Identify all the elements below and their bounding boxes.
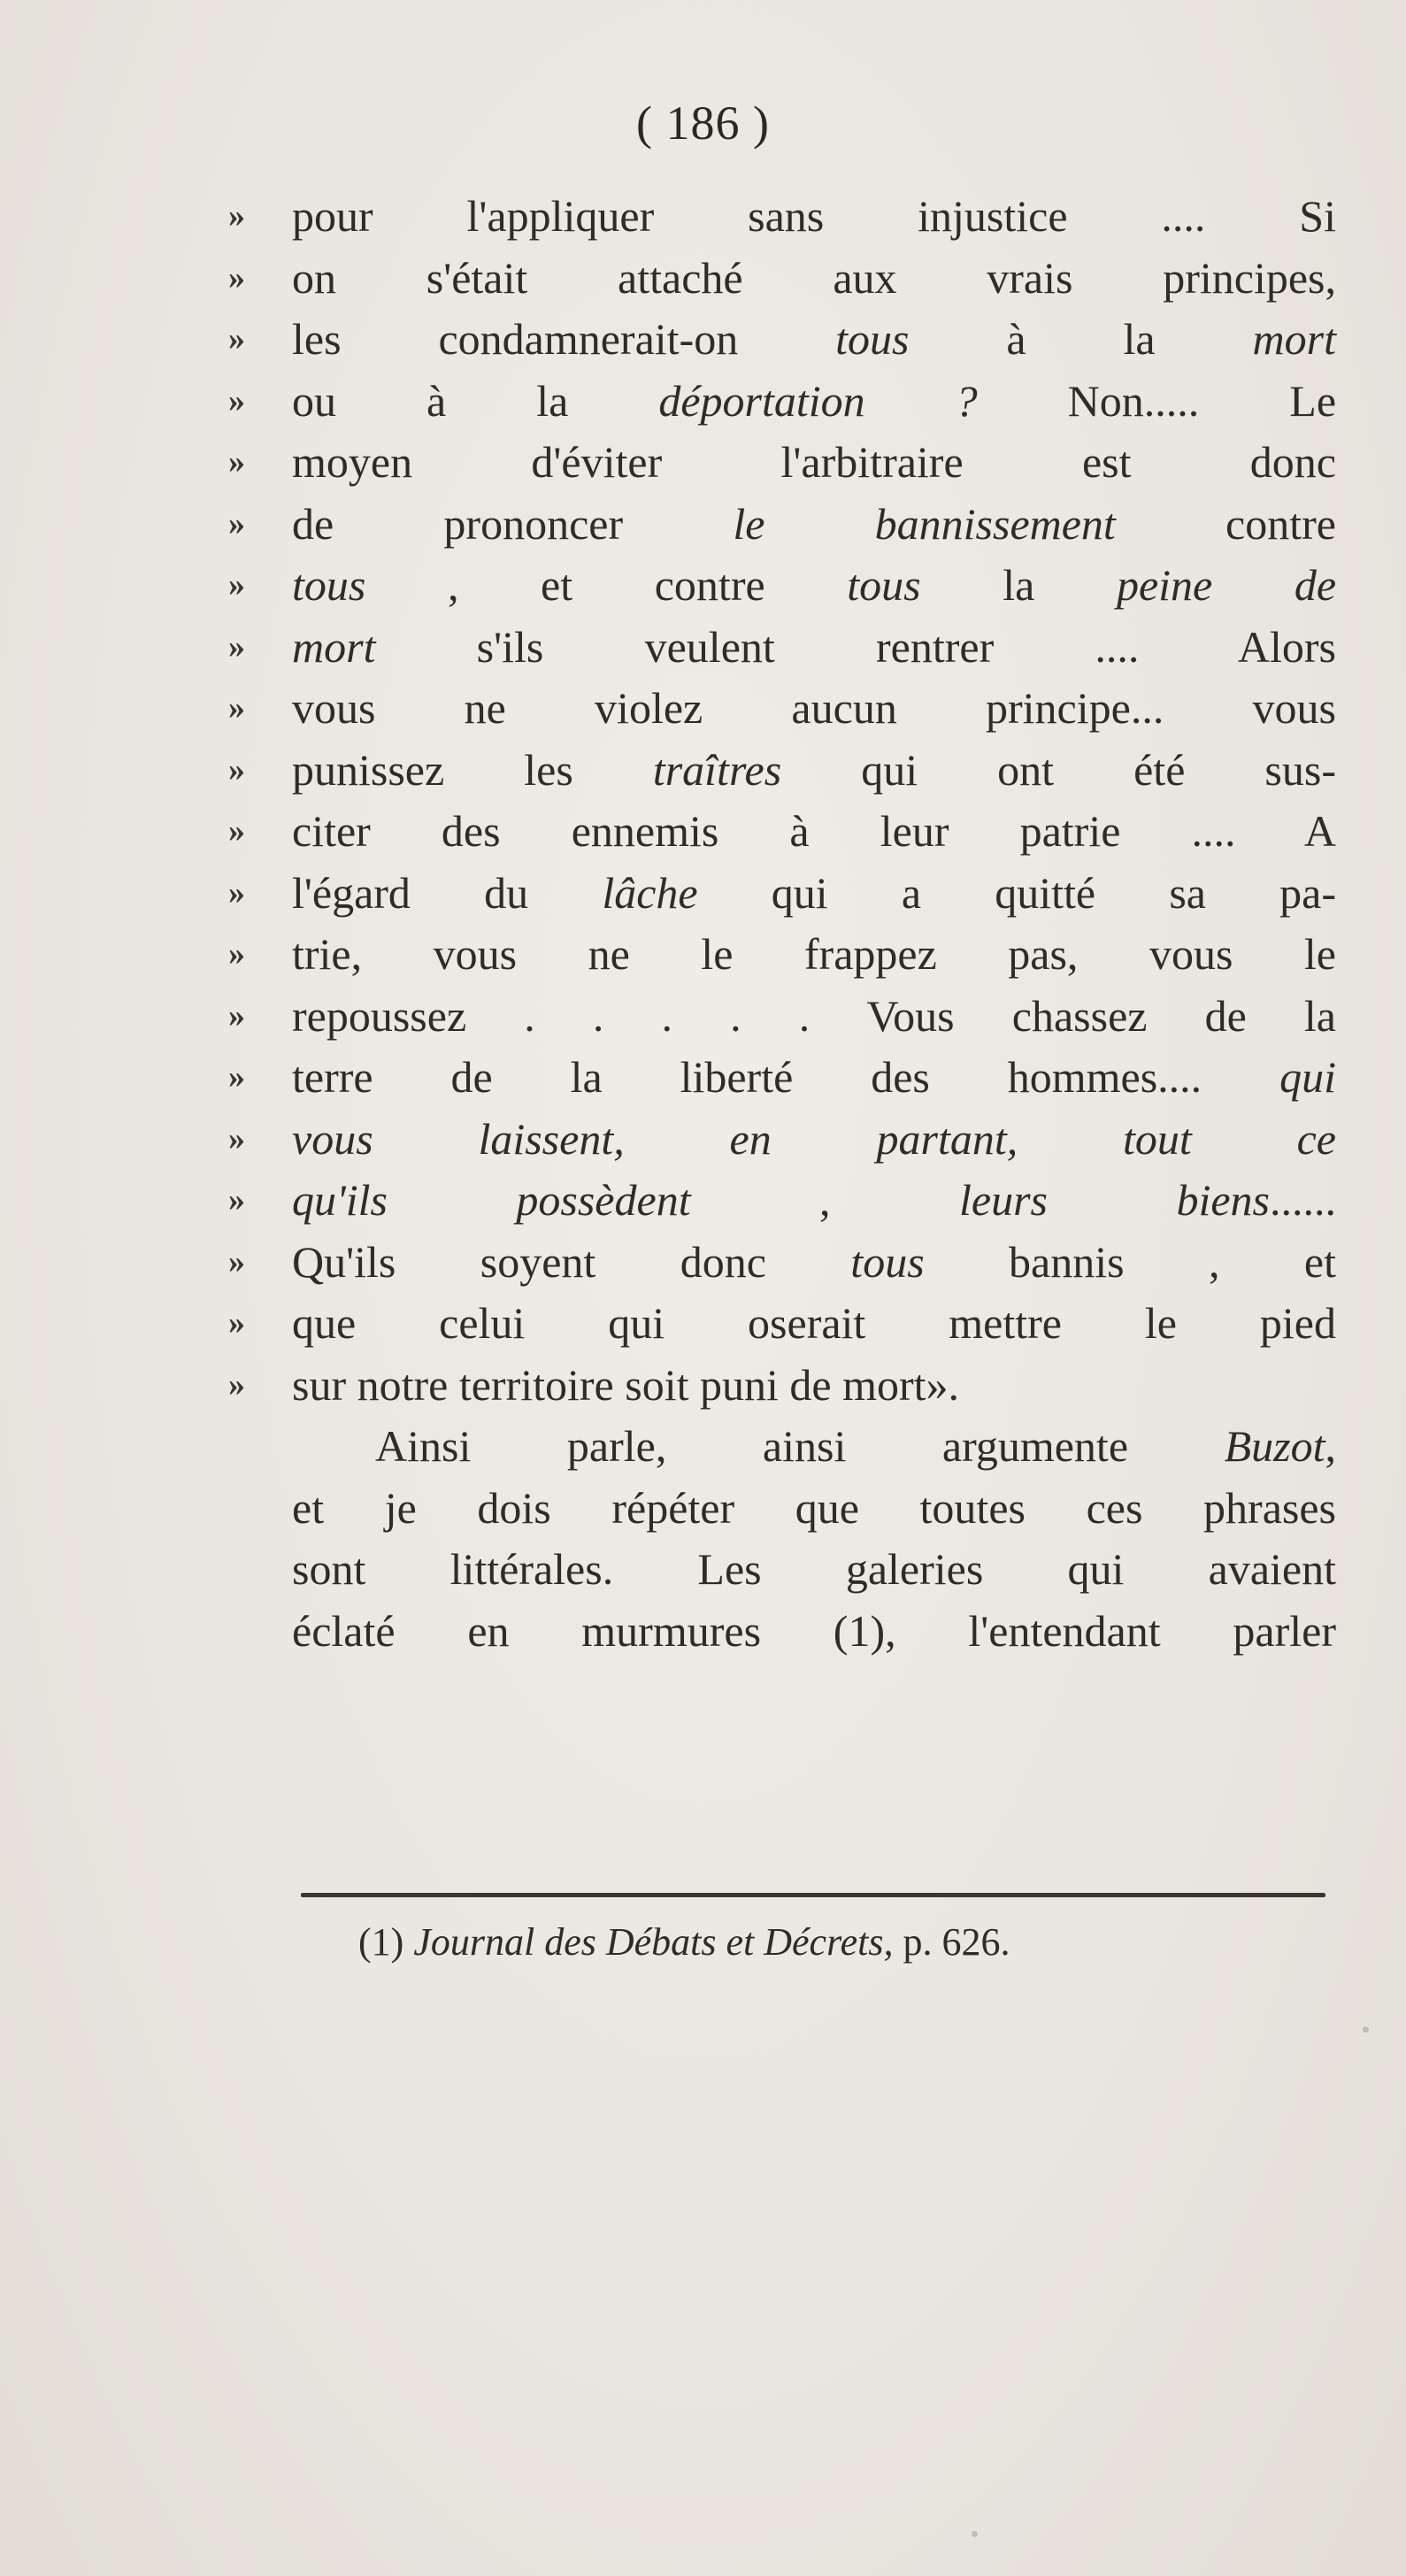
italic-text: mort	[292, 621, 376, 672]
text-run: sont littérales. Les galeries qui avaient	[292, 1544, 1336, 1594]
italic-text: tous	[835, 314, 910, 364]
italic-text: peine de	[1116, 560, 1337, 610]
quoted-line	[228, 924, 1336, 986]
quotation-mark: »	[228, 1242, 245, 1280]
italic-text: vous laissent, en partant, tout ce	[292, 1113, 1336, 1164]
footnote	[358, 1911, 1010, 1973]
quoted-line	[228, 678, 1336, 740]
text-run: , et contre	[365, 560, 848, 610]
footnote-rule	[301, 1893, 1325, 1897]
quotation-mark: »	[228, 1181, 245, 1219]
quotation-mark: »	[228, 320, 245, 358]
italic-text: traîtres	[652, 744, 782, 795]
quoted-line	[228, 1170, 1336, 1232]
text-run: qui ont été sus-	[781, 744, 1336, 795]
text-run: repoussez . . . . . Vous chassez de la	[292, 990, 1336, 1041]
quotation-mark: »	[228, 1058, 245, 1096]
text-run: l'égard du	[292, 867, 603, 918]
quoted-line	[228, 1293, 1336, 1355]
quoted-line	[228, 863, 1337, 925]
paper-speck	[972, 2531, 978, 2537]
quoted-line	[228, 801, 1336, 863]
italic-text: qui	[1279, 1052, 1336, 1102]
text-run: les condamnerait-on	[292, 314, 836, 364]
quotation-mark: »	[228, 197, 245, 235]
text-run: trie, vous ne le frappez pas, vous le	[292, 929, 1336, 979]
italic-text: tous	[847, 560, 921, 610]
quotation-mark: »	[228, 1119, 245, 1157]
text-run: ou à la	[292, 375, 659, 426]
text-run: éclaté en murmures (1), l'entendant parler	[292, 1605, 1336, 1656]
text-run: ,	[690, 1175, 959, 1225]
text-run: punissez les	[292, 744, 653, 795]
text-run: que celui qui oserait mettre le pied	[292, 1298, 1336, 1348]
quoted-line	[228, 248, 1336, 310]
text-run: contre	[1115, 498, 1336, 549]
text-run: pour l'appliquer sans injustice .... Si	[292, 191, 1336, 241]
text-run: Ainsi parle, ainsi argumente	[375, 1421, 1225, 1471]
italic-text: tous	[292, 560, 366, 610]
quoted-line	[228, 1047, 1336, 1109]
text-run: on s'était attaché aux vrais principes,	[292, 252, 1336, 303]
text-run: de prononcer	[292, 498, 734, 549]
quoted-line	[228, 740, 1336, 802]
text-run: sur notre territoire soit puni de mort».	[292, 1359, 960, 1410]
page-number: ( 186 )	[636, 96, 770, 150]
quoted-line	[228, 186, 1336, 248]
body-text	[228, 186, 1337, 1662]
text-run: s'ils veulent rentrer .... Alors	[375, 621, 1336, 672]
quoted-line	[228, 432, 1336, 494]
italic-text: tous	[850, 1236, 925, 1287]
footnote-source: Journal des Débats et Décrets,	[413, 1920, 894, 1964]
text-run: moyen d'éviter l'arbitraire est donc	[292, 437, 1336, 487]
text-run: à la	[909, 314, 1253, 364]
quotation-mark: »	[228, 1304, 245, 1342]
text-run: citer des ennemis à leur patrie .... A	[292, 806, 1336, 856]
quoted-line	[228, 617, 1336, 679]
text-run: qui a quitté sa pa-	[697, 867, 1337, 918]
quotation-mark: »	[228, 381, 245, 419]
italic-text: déportation ?	[658, 375, 978, 426]
quoted-line	[228, 494, 1336, 556]
italic-text: lâche	[602, 867, 698, 918]
text-run: Non..... Le	[977, 375, 1337, 426]
quotation-mark: »	[228, 443, 245, 481]
footnote-page: p. 626.	[903, 1920, 1010, 1964]
quoted-line	[228, 555, 1337, 617]
quotation-mark: »	[228, 566, 245, 604]
text-line	[292, 1601, 1336, 1663]
italic-text: qu'ils possèdent	[292, 1175, 691, 1225]
italic-text: leurs biens	[959, 1175, 1270, 1225]
text-run: ......	[1270, 1175, 1336, 1225]
quotation-mark: »	[228, 627, 245, 665]
quoted-line	[228, 986, 1336, 1048]
quotation-mark: »	[228, 812, 245, 850]
text-run: vous ne violez aucun principe... vous	[292, 683, 1336, 733]
quoted-line	[228, 371, 1337, 433]
quoted-line	[228, 1355, 1336, 1417]
text-run: ,	[1325, 1421, 1336, 1471]
text-line	[292, 1539, 1336, 1601]
italic-text: mort	[1252, 314, 1336, 364]
quotation-mark: »	[228, 996, 245, 1034]
quotation-mark: »	[228, 935, 245, 973]
paper-speck	[1363, 2026, 1369, 2033]
text-run: terre de la liberté des hommes....	[292, 1052, 1280, 1102]
quoted-line	[228, 1232, 1336, 1294]
text-line	[292, 1478, 1336, 1540]
text-run: la	[920, 560, 1117, 610]
text-line	[292, 1416, 1336, 1478]
text-run: et je dois répéter que toutes ces phrases	[292, 1482, 1336, 1533]
quotation-mark: »	[228, 873, 245, 911]
text-run: Qu'ils soyent donc	[292, 1236, 851, 1287]
quoted-line	[228, 309, 1336, 371]
quoted-line	[228, 1109, 1336, 1171]
quotation-mark: »	[228, 504, 245, 542]
quotation-mark: »	[228, 689, 245, 727]
italic-text: Buzot	[1224, 1421, 1325, 1471]
quotation-mark: »	[228, 1365, 245, 1403]
italic-text: le bannissement	[733, 498, 1116, 549]
footnote-marker: (1)	[358, 1920, 404, 1964]
text-run: bannis , et	[924, 1236, 1336, 1287]
quotation-mark: »	[228, 258, 245, 296]
quotation-mark: »	[228, 750, 245, 788]
